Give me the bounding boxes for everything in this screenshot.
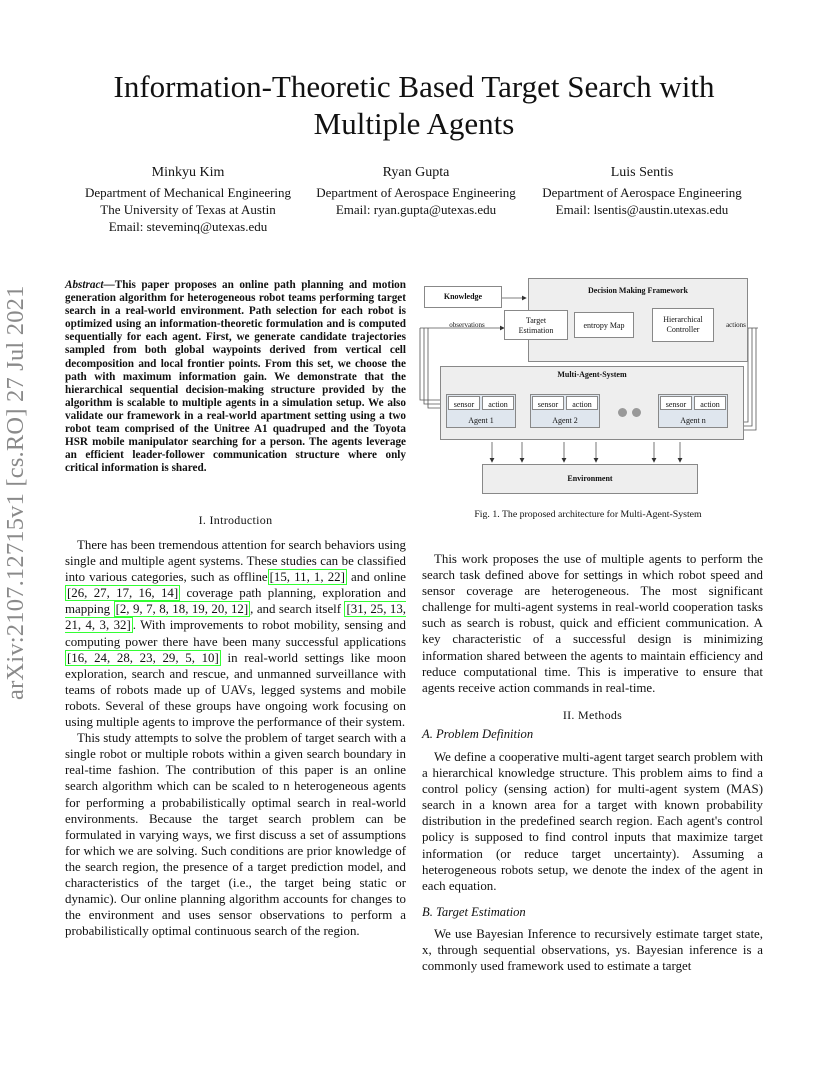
abstract-label: Abstract xyxy=(65,279,104,291)
agent-2-label: Agent 2 xyxy=(552,416,578,425)
paragraph: We define a cooperative multi-agent target search problem with a hierarchical knowledge structure. This problem aims to find a control policy (sensing action) for multi-agent system (MAS) search in a known area for a target with known probability distribution in the predefined search region. Each agent's control policy is supposed to find control inputs that maximize target information (or reduce target uncertainty). Assuming a heterogeneous robots setup, we denote the index of the agent in each equation. xyxy=(422,750,763,893)
author-affiliation: Department of Aerospace Engineering xyxy=(316,185,516,200)
right-column-intro xyxy=(422,551,763,696)
citation-link[interactable]: [26, 27, 17, 16, 14] xyxy=(67,586,179,601)
section-heading-methods: II. Methods xyxy=(562,708,623,722)
sensor-label: sensor xyxy=(453,400,475,409)
sensor-label: sensor xyxy=(537,400,559,409)
abstract xyxy=(65,279,406,475)
agent-n-label: Agent n xyxy=(680,416,706,425)
agent-1-label: Agent 1 xyxy=(468,416,494,425)
author-affiliation: The University of Texas at Austin xyxy=(100,202,276,217)
intro-paragraph-1: There has been tremendous attention for search behaviors using single and multiple agent systems. These studies can be classified into various categories, such as offline [15, 11, 1, 22] and online [26, 27, 17, 16, 14] coverage path planning, exploration and mapping [2, 9, 7, 8, 18, 19, 20, 12] , and search itself [31, 25, 13, 21, 4, 3, 32] . With improvements to robot mobility, sensing and computing power there have been many successful applications [16, 24, 28, 23, 29, 5, 10] in real-world settings like moon exploration, search and rescue, and unmanned surveillance with teams of robots made up of UAVs, legged systems and mobile robots. Several of these groups have ongoing work focusing on using multiple agents to improve the performance of their system. xyxy=(65,538,407,730)
intro-column xyxy=(65,537,406,939)
subsection-problem-definition: A. Problem Definition xyxy=(422,727,534,741)
author-block-3 xyxy=(533,164,751,218)
author-email: Email: lsentis@austin.utexas.edu xyxy=(555,202,729,217)
section-heading-introduction: I. Introduction xyxy=(198,513,273,527)
paragraph: We use Bayesian Inference to recursively estimate target state, x, through sequential observations, ys. Bayesian inference is a commonly used framework used to estimate a target xyxy=(422,927,763,974)
sensor-label: sensor xyxy=(665,400,687,409)
action-label: action xyxy=(572,400,592,409)
citation-link[interactable]: [31, 25, 13, 21, 4, 3, 32] xyxy=(65,602,407,633)
citation-link[interactable]: [15, 11, 1, 22] xyxy=(269,570,345,585)
hierarchical-controller-label: Hierarchical Controller xyxy=(663,315,703,334)
right-column-estimation xyxy=(422,926,763,974)
paper-title xyxy=(60,68,768,142)
intro-paragraph-2: This study attempts to solve the problem of target search with a single robot or multiple robots within a given search boundary in real-time fashion. The contribution of this paper is an online search algorithm which can be scaled to n heterogeneous agents for performing a probabilistically optimal search in real-world environments. Because the target search problem can be formulated in varying ways, we first discuss a set of assumptions for which we are solving. Such conditions are prior knowledge of the search region, the presence of a target prediction model, and characteristics of the target (i.e., the target being static or dynamic). Our online planning algorithm accounts for changes to the environment and uses sensor observations to perform a probabilistically optimal continuous search of the region. xyxy=(65,731,406,939)
arxiv-identifier: arXiv:2107.12715v1 [cs.RO] 27 Jul 2021 xyxy=(2,285,29,700)
target-estimation-label: Target Estimation xyxy=(518,316,554,335)
environment-label: Environment xyxy=(567,474,613,483)
author-name: Luis Sentis xyxy=(610,165,674,180)
title-line-1: Information-Theoretic Based Target Search with xyxy=(113,69,715,104)
author-affiliation: Department of Mechanical Engineering xyxy=(84,185,292,200)
author-block-1 xyxy=(78,164,298,235)
ellipsis-dot xyxy=(632,408,641,417)
knowledge-label: Knowledge xyxy=(443,292,483,301)
author-affiliation: Department of Aerospace Engineering xyxy=(542,185,742,200)
figure-caption: Fig. 1. The proposed architecture for Multi-Agent-System xyxy=(474,509,702,520)
action-label: action xyxy=(488,400,508,409)
author-name: Minkyu Kim xyxy=(151,165,225,180)
abstract-text: —This paper proposes an online path planning and motion generation algorithm for heterogeneous robot teams performing target search in a real-world environment. Path selection for each robot is optimized using an information-theoretic formulation and is computed sequentially for each agent. First, we generate candidate trajectories sampled from both global waypoints derived from vertical cell decomposition and local frontier points. From this set, we choose the path with maximum information gain. We demonstrate that the hierarchical sequential decision-making structure provided by the algorithm is scalable to multiple agents in a simulation setup. We also validate our framework in a real-world apartment setting using a two robot team comprised of the Unitree A1 quadruped and the Toyota HSR mobile manipulator searching for a person. The agents leverage an efficient leader-follower communication structure where only critical information is shared. xyxy=(65,279,406,475)
architecture-figure xyxy=(418,250,758,500)
actions-label: actions xyxy=(726,321,746,329)
title-line-2: Multiple Agents xyxy=(313,106,515,141)
author-block-2 xyxy=(308,164,524,218)
action-label: action xyxy=(700,400,720,409)
subsection-target-estimation: B. Target Estimation xyxy=(422,905,526,919)
paragraph: This work proposes the use of multiple agents to perform the search task defined above for settings in which robot speed and sensor coverage are heterogeneous. The most significant challenge for multi-agent systems in real-world cooperation tasks such as search is robust, quick and efficient communication. A key characteristic of a successful design is minimizing information shared between the agents to maintain efficiency and reduce computational time. This is imperative to ensure that agents receive action commands in real-time. xyxy=(422,552,763,695)
author-email: Email: ryan.gupta@utexas.edu xyxy=(335,202,497,217)
ellipsis-dot xyxy=(618,408,627,417)
citation-link[interactable]: [16, 24, 28, 23, 29, 5, 10] xyxy=(67,650,219,665)
entropy-map-label: entropy Map xyxy=(583,321,625,330)
author-email: Email: steveminq@utexas.edu xyxy=(108,219,268,234)
observations-label: observations xyxy=(449,321,485,329)
author-name: Ryan Gupta xyxy=(382,165,450,180)
right-column-problem xyxy=(422,749,763,894)
multi-agent-system-label: Multi-Agent-System xyxy=(557,370,627,379)
citation-link[interactable]: [2, 9, 7, 8, 18, 19, 20, 12] xyxy=(115,602,249,617)
decision-making-label: Decision Making Framework xyxy=(588,286,688,295)
